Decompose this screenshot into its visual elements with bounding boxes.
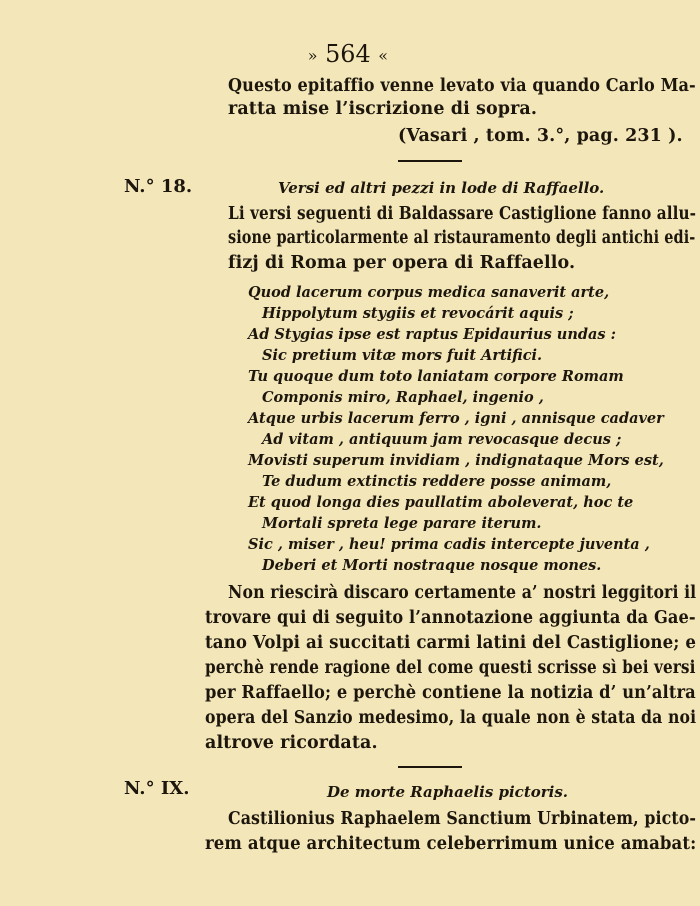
ornament-right: « bbox=[378, 46, 389, 65]
verse-line: Atque urbis lacerum ferro , igni , annisque cadaver bbox=[248, 410, 664, 427]
section-9-label: N.° IX. bbox=[124, 778, 190, 799]
verse-line: Ad vitam , antiquum jam revocasque decus ; bbox=[262, 431, 622, 448]
verse-line: Movisti superum invidiam , indignataque Mors est, bbox=[248, 452, 664, 469]
verse-line: Et quod longa dies paullatim aboleverat, hoc te bbox=[248, 494, 634, 511]
verse-line: Quod lacerum corpus medica sanaverit arte, bbox=[248, 284, 610, 301]
intro-line: Questo epitaffio venne levato via quando Carlo Ma- bbox=[228, 76, 696, 96]
paragraph-line: tano Volpi ai succitati carmi latini del Castiglione; e bbox=[205, 633, 697, 653]
paragraph-line: opera del Sanzio medesimo, la quale non è stata da noi bbox=[205, 708, 697, 728]
section-9-heading: De morte Raphaelis pictoris. bbox=[327, 783, 569, 801]
paragraph-line: rem atque architectum celeberrimum unice amabat: bbox=[205, 834, 697, 854]
verse-line: Mortali spreta lege parare iterum. bbox=[262, 515, 542, 532]
section-divider bbox=[398, 766, 462, 768]
verse-line: Tu quoque dum toto laniatam corpore Romam bbox=[248, 368, 624, 385]
intro-line: ratta mise l’iscrizione di sopra. bbox=[228, 99, 538, 119]
section-18-heading: Versi ed altri pezzi in lode di Raffaello. bbox=[278, 179, 605, 197]
verse-line: Ad Stygias ipse est raptus Epidaurius undas : bbox=[248, 326, 616, 343]
verse-line: Te dudum extinctis reddere posse animam, bbox=[262, 473, 612, 490]
paragraph-line: trovare qui di seguito l’annotazione aggiunta da Gae- bbox=[205, 608, 696, 628]
paragraph-line: fizj di Roma per opera di Raffaello. bbox=[228, 253, 576, 273]
paragraph-line: Non riescirà discaro certamente a’ nostri leggitori il bbox=[228, 583, 697, 603]
paragraph-line: perchè rende ragione del come questi scrisse sì bei versi bbox=[205, 658, 696, 678]
page-header bbox=[0, 40, 696, 68]
citation: (Vasari , tom. 3.°, pag. 231 ). bbox=[398, 126, 683, 146]
verse-line: Deberi et Morti nostraque nosque mones. bbox=[262, 557, 602, 574]
paragraph-line: Li versi seguenti di Baldassare Castiglione fanno allu- bbox=[228, 204, 697, 224]
verse-line: Componis miro, Raphael, ingenio , bbox=[262, 389, 544, 406]
verse-line: Hippolytum stygiis et revocárit aquis ; bbox=[262, 305, 574, 322]
page-number: 564 bbox=[325, 40, 371, 68]
verse-line: Sic , miser , heu! prima cadis intercepte juventa , bbox=[248, 536, 650, 553]
section-18-label: N.° 18. bbox=[124, 176, 193, 197]
section-divider bbox=[398, 160, 462, 162]
paragraph-line: Castilionius Raphaelem Sanctium Urbinatem, picto- bbox=[228, 809, 697, 829]
paragraph-line: altrove ricordata. bbox=[205, 733, 378, 753]
verse-line: Sic pretium vitæ mors fuit Artifici. bbox=[262, 347, 543, 364]
ornament-left: » bbox=[307, 46, 318, 65]
paragraph-line: per Raffaello; e perchè contiene la notizia d’ un’altra bbox=[205, 683, 696, 703]
paragraph-line: sione particolarmente al ristauramento degli antichi edi- bbox=[228, 228, 696, 248]
